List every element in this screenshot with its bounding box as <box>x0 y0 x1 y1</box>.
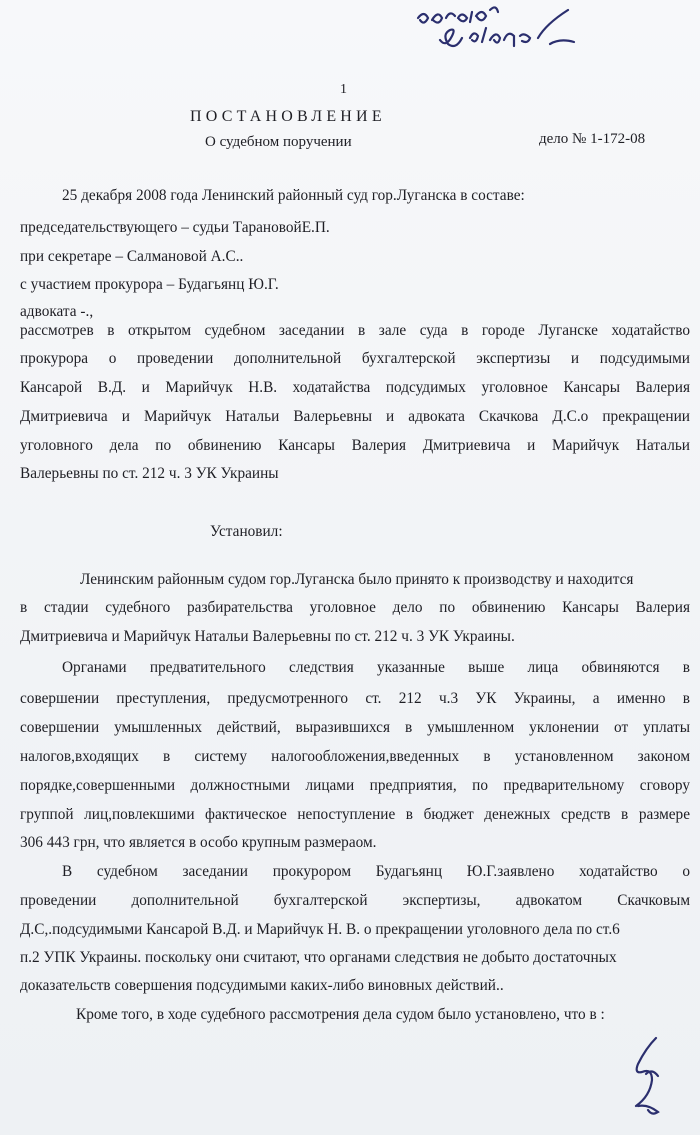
secretary-line: при секретаре – Салмановой А.С.. <box>20 248 244 265</box>
considered-line-4: Дмитриевича и Марийчук Натальи Валерьевны и адвоката Скачкова Д.С.о прекращении <box>20 408 690 425</box>
para1-line-1: Ленинским районным судом гор.Луганска было принято к производству и находится <box>80 571 634 588</box>
para3-line-2: проведении дополнительной бухгалтерской экспертизы, адвокатом Скачковым <box>20 892 690 909</box>
para2-line-4: налогов,входящих в систему налогообложения,введенных в установленном законом <box>20 748 690 765</box>
prosecutor-line: с участием прокурора – Будагьянц Ю.Г. <box>20 276 279 293</box>
date-line: 25 декабря 2008 года Ленинский районный суд гор.Луганска в составе: <box>62 187 525 204</box>
handwritten-certification-note <box>410 0 590 70</box>
presiding-judge-line: председательствующего – судьи ТарановойЕ.П. <box>20 219 330 236</box>
para2-line-6: группой лиц,повлекшими фактическое непоступление в бюджет денежных средств в размере <box>20 806 690 823</box>
para2-line-2: совершении преступления, предусмотренного ст. 212 ч.3 УК Украины, а именно в <box>20 690 690 707</box>
established-heading: Установил: <box>210 523 283 540</box>
page-number: 1 <box>340 82 347 97</box>
para2-line-5: порядке,совершенными должностными лицами предприятия, по предварительному сговору <box>20 777 690 794</box>
handwritten-signature <box>616 1032 676 1122</box>
considered-line-2: прокурора о проведении дополнительной бухгалтерской экспертизы и подсудимыми <box>20 350 690 367</box>
document-title: ПОСТАНОВЛЕНИЕ <box>190 108 386 125</box>
considered-line-1: рассмотрев в открытом судебном заседании в зале суда в городе Луганске ходатайство <box>20 322 690 339</box>
para2-line-1: Органами предватительного следствия указанные выше лица обвиняются в <box>62 659 690 676</box>
para3-line-4: п.2 УПК Украины. поскольку они считают, что органами следствия не добыто достаточных <box>20 949 617 966</box>
para2-line-3: совершении умышленных действий, выразившихся в умышленном уклонении от уплаты <box>20 719 690 736</box>
considered-line-5: уголовного дела по обвинению Кансары Валерия Дмитриевича и Марийчук Натальи <box>20 437 690 454</box>
document-subtitle: О судебном поручении <box>205 134 352 150</box>
para3-line-1: В судебном заседании прокурором Будагьянц Ю.Г.заявлено ходатайство о <box>62 863 690 880</box>
para2-line-7: 306 443 грн, что является в особо крупным размераом. <box>20 834 377 851</box>
lawyer-line: адвоката -., <box>20 303 94 320</box>
case-number: дело № 1-172-08 <box>539 131 646 147</box>
para1-line-3: Дмитриевича и Марийчук Натальи Валерьевны по ст. 212 ч. 3 УК Украины. <box>20 628 515 645</box>
considered-line-6: Валерьевны по ст. 212 ч. 3 УК Украины <box>20 465 279 482</box>
para4-line: Кроме того, в ходе судебного рассмотрения дела судом было установлено, что в : <box>76 1006 605 1023</box>
para3-line-5: доказательств совершения подсудимыми каких-либо виновных действий.. <box>20 977 504 994</box>
para3-line-3: Д.С,.подсудимыми Кансарой В.Д. и Марийчук Н. В. о прекращении уголовного дела по ст.6 <box>20 921 620 938</box>
para1-line-2: в стадии судебного разбирательства уголовное дело по обвинению Кансары Валерия <box>20 599 690 616</box>
considered-line-3: Кансарой В.Д. и Марийчук Н.В. ходатайства подсудимых уголовное Кансары Валерия <box>20 379 690 396</box>
